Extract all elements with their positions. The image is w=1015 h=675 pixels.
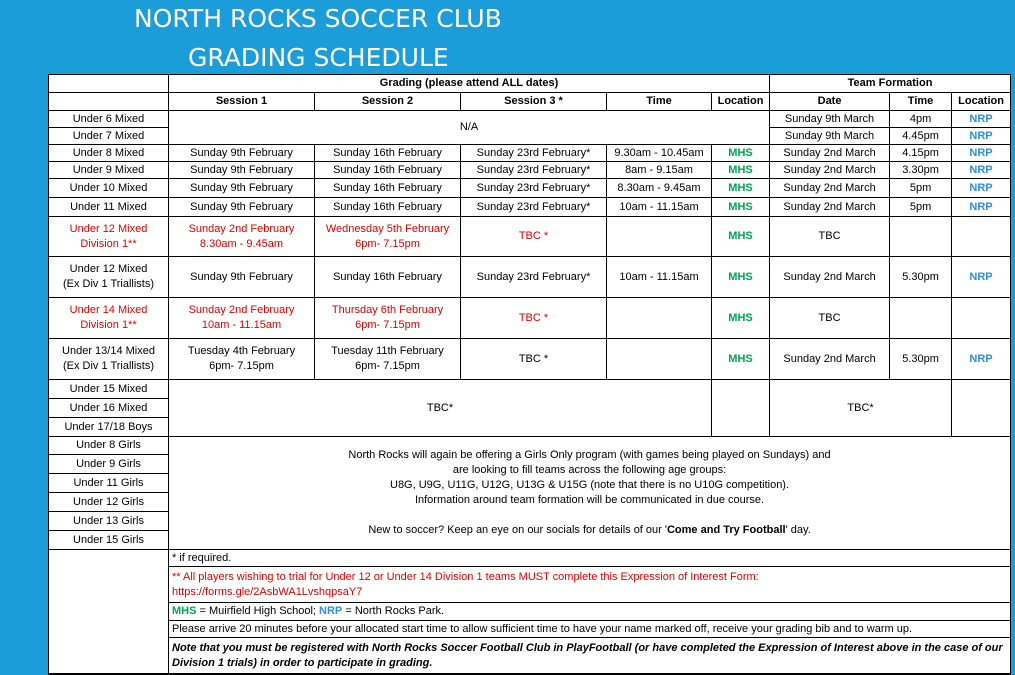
location-blank: [712, 380, 770, 437]
session1: Sunday 2nd February 8.30am - 9.45am: [169, 217, 315, 257]
location: MHS: [712, 298, 770, 339]
tf-time: [890, 217, 952, 257]
grading-group-header: Grading (please attend ALL dates): [169, 75, 770, 93]
location: MHS: [712, 198, 770, 217]
tf-time: 4.45pm: [890, 128, 952, 145]
row-u13-14: [49, 339, 1011, 380]
age-label: Under 11 Mixed: [49, 198, 169, 217]
tf-location: NRP: [952, 257, 1011, 298]
tf-time: 3.30pm: [890, 162, 952, 179]
session3: TBC *: [461, 339, 607, 380]
if-required-note: * if required.: [169, 550, 1011, 567]
girls-program-info: North Rocks will again be offering a Girls Only program (with games being played on Sundays) and are looking to fill teams across the following age groups: U8G, U9G, U11G, U12G, U13G & U15G (note that there is no U10G competition). Information around team formation will be communicated in due course. New to soccer? Keep an eye on our socials for details of our 'Come and Try Football' day.: [169, 437, 1011, 550]
age-label: Under 8 Mixed: [49, 145, 169, 162]
time: 8am - 9.15am: [607, 162, 712, 179]
arrival-note: Please arrive 20 minutes before your allocated start time to allow sufficient time to have your name marked off, receive your grading bib and to warm up.: [169, 621, 1011, 638]
session3: Sunday 23rd February*: [461, 257, 607, 298]
age-label: Under 16 Mixed: [49, 399, 169, 418]
col-location: Location: [712, 93, 770, 111]
location: MHS: [712, 179, 770, 198]
row-girls-u8: [49, 437, 1011, 455]
session2: Thursday 6th February 6pm- 7.15pm: [315, 298, 461, 339]
session3: Sunday 23rd February*: [461, 179, 607, 198]
tf-time: [890, 298, 952, 339]
session3: TBC *: [461, 298, 607, 339]
location: MHS: [712, 162, 770, 179]
session3: Sunday 23rd February*: [461, 198, 607, 217]
time: [607, 339, 712, 380]
row-u8: [49, 145, 1011, 162]
age-label: Under 12 Mixed Division 1**: [49, 217, 169, 257]
age-label: Under 6 Mixed: [49, 111, 169, 128]
club-title: NORTH ROCKS SOCCER CLUB: [134, 4, 502, 33]
tf-location: NRP: [952, 179, 1011, 198]
header-row-columns: [49, 93, 1011, 111]
tf-date: Sunday 2nd March: [770, 162, 890, 179]
col-tf-time: Time: [890, 93, 952, 111]
tf-date: Sunday 2nd March: [770, 339, 890, 380]
age-label: Under 15 Mixed: [49, 380, 169, 399]
grading-schedule-table: [48, 74, 1011, 674]
session2: Sunday 16th February: [315, 198, 461, 217]
location: MHS: [712, 217, 770, 257]
tf-date: TBC: [770, 298, 890, 339]
tf-time: 5.30pm: [890, 339, 952, 380]
time: 9.30am - 10.45am: [607, 145, 712, 162]
header-row-groups: [49, 75, 1011, 93]
tf-time: 4.15pm: [890, 145, 952, 162]
na-cell: N/A: [169, 111, 770, 145]
time: [607, 217, 712, 257]
session2: Sunday 16th February: [315, 162, 461, 179]
age-label: Under 13/14 Mixed (Ex Div 1 Triallists): [49, 339, 169, 380]
session2: Tuesday 11th February 6pm- 7.15pm: [315, 339, 461, 380]
note-arrive: [49, 621, 1011, 638]
tf-location: NRP: [952, 111, 1011, 128]
eoi-note: ** All players wishing to trial for Under 12 or Under 14 Division 1 teams MUST complete this Expression of Interest Form: https://forms.gle/2AsbWA1LvshqpsaY7: [169, 567, 1011, 603]
row-u6: [49, 111, 1011, 128]
col-time: Time: [607, 93, 712, 111]
age-label: Under 7 Mixed: [49, 128, 169, 145]
tf-date: Sunday 9th March: [770, 111, 890, 128]
location: MHS: [712, 145, 770, 162]
tf-time: 4pm: [890, 111, 952, 128]
registration-note: Note that you must be registered with North Rocks Soccer Football Club in PlayFootball (or have completed the Expression of Interest above in the case of our Division 1 trials) in order to participate in grading.: [169, 638, 1011, 674]
session1: Sunday 9th February: [169, 198, 315, 217]
session2: Sunday 16th February: [315, 257, 461, 298]
age-label: Under 14 Mixed Division 1**: [49, 298, 169, 339]
session1: Sunday 9th February: [169, 179, 315, 198]
col-session3: Session 3 *: [461, 93, 607, 111]
tf-location-blank: [952, 380, 1011, 437]
age-label: Under 8 Girls: [49, 437, 169, 455]
tf-date: Sunday 2nd March: [770, 179, 890, 198]
location-legend: MHS = Muirfield High School; NRP = North Rocks Park.: [169, 603, 1011, 621]
tf-location: NRP: [952, 145, 1011, 162]
row-u15: [49, 380, 1011, 399]
row-u10: [49, 179, 1011, 198]
col-session1: Session 1: [169, 93, 315, 111]
row-u14-div1: [49, 298, 1011, 339]
session1: Sunday 9th February: [169, 162, 315, 179]
location: MHS: [712, 339, 770, 380]
col-session2: Session 2: [315, 93, 461, 111]
session3: TBC *: [461, 217, 607, 257]
age-label: Under 15 Girls: [49, 531, 169, 550]
age-label: Under 11 Girls: [49, 474, 169, 493]
time: 10am - 11.15am: [607, 257, 712, 298]
row-u12-div1: [49, 217, 1011, 257]
tf-location: NRP: [952, 339, 1011, 380]
schedule-title: GRADING SCHEDULE: [188, 43, 449, 72]
time: [607, 298, 712, 339]
age-label: Under 17/18 Boys: [49, 418, 169, 437]
session3: Sunday 23rd February*: [461, 162, 607, 179]
tf-date: Sunday 9th March: [770, 128, 890, 145]
row-u12: [49, 257, 1011, 298]
col-tf-date: Date: [770, 93, 890, 111]
tf-date: Sunday 2nd March: [770, 145, 890, 162]
tf-location: [952, 217, 1011, 257]
note-register: [49, 638, 1011, 674]
session1: Tuesday 4th February 6pm- 7.15pm: [169, 339, 315, 380]
age-label: Under 13 Girls: [49, 512, 169, 531]
note-legend: [49, 603, 1011, 621]
session2: Sunday 16th February: [315, 179, 461, 198]
tf-tbc: TBC*: [770, 380, 952, 437]
team-formation-header: Team Formation: [770, 75, 1011, 93]
tf-time: 5pm: [890, 198, 952, 217]
location: MHS: [712, 257, 770, 298]
age-label: Under 9 Girls: [49, 455, 169, 474]
session3: Sunday 23rd February*: [461, 145, 607, 162]
tf-location: NRP: [952, 128, 1011, 145]
age-label: Under 9 Mixed: [49, 162, 169, 179]
tf-date: Sunday 2nd March: [770, 257, 890, 298]
session1: Sunday 2nd February 10am - 11.15am: [169, 298, 315, 339]
session2: Wednesday 5th February 6pm- 7.15pm: [315, 217, 461, 257]
col-tf-location: Location: [952, 93, 1011, 111]
session1: Sunday 9th February: [169, 145, 315, 162]
age-label: Under 10 Mixed: [49, 179, 169, 198]
tf-location: [952, 298, 1011, 339]
grading-tbc: TBC*: [169, 380, 712, 437]
time: 10am - 11.15am: [607, 198, 712, 217]
tf-date: TBC: [770, 217, 890, 257]
tf-location: NRP: [952, 198, 1011, 217]
age-label: Under 12 Girls: [49, 493, 169, 512]
time: 8.30am - 9.45am: [607, 179, 712, 198]
age-label: Under 12 Mixed (Ex Div 1 Triallists): [49, 257, 169, 298]
row-u11: [49, 198, 1011, 217]
note-eoi: [49, 567, 1011, 603]
tf-time: 5pm: [890, 179, 952, 198]
note-if-required: [49, 550, 1011, 567]
session2: Sunday 16th February: [315, 145, 461, 162]
eoi-link[interactable]: https://forms.gle/2AsbWA1LvshqpsaY7: [172, 585, 363, 598]
tf-location: NRP: [952, 162, 1011, 179]
tf-date: Sunday 2nd March: [770, 198, 890, 217]
tf-time: 5.30pm: [890, 257, 952, 298]
session1: Sunday 9th February: [169, 257, 315, 298]
row-u9: [49, 162, 1011, 179]
